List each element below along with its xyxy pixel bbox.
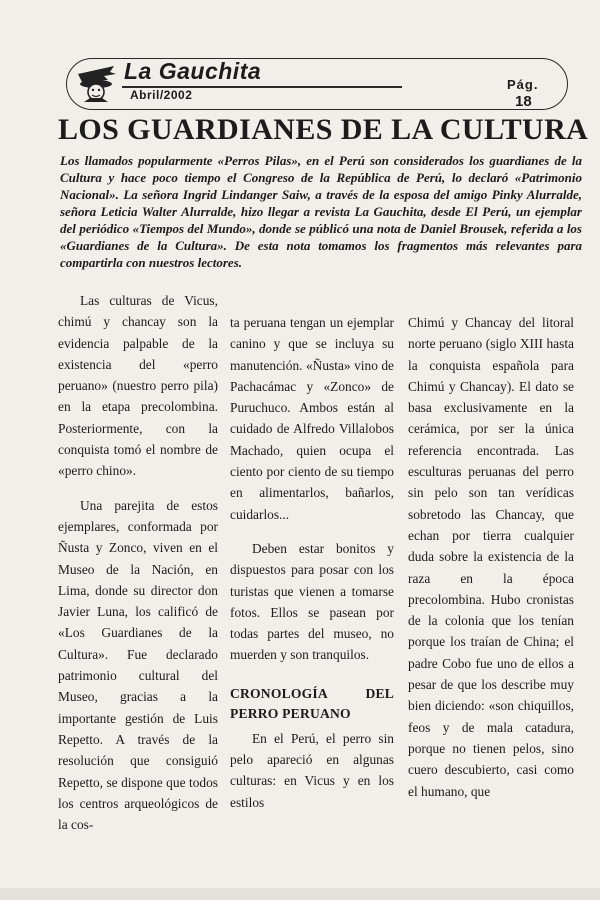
column-3 <box>408 312 574 815</box>
column-1 <box>58 290 218 848</box>
article-lede: Los llamados popularmente «Perros Pilas», en el Perú son considerados los guardianes de la Cultura y hace poco tiempo el Congreso de la República de Perú, lo declaró «Patrimonio Nacional». La señora Ingrid Lindanger Saiw, a través de la esposa del amigo Pinky Alurralde, señora Leticia Walter Alurralde, hizo llegar a revista La Gauchita, desde El Perú, un ejemplar del periódico «Tiempos del Mundo», donde se públicó una nota de Daniel Brousek, referida a los «Guardianes de la Cultura». De esta nota tomamos los fragmentos más relevantes para compartirla con nuestros lectores. <box>60 153 582 270</box>
magazine-title: La Gauchita <box>124 58 262 84</box>
page-edge <box>0 888 600 900</box>
paragraph: Deben estar bonitos y dispuestos para posar con los turistas que vienen a tomarse fotos. Ellos se pasean por todas partes del museo, no muerden y son tranquilos. <box>230 540 394 663</box>
paragraph: En el Perú, el perro sin pelo apareció en algunas culturas: en Vicus y en los estilos <box>230 730 394 810</box>
page-label: Pág. <box>507 77 539 92</box>
column-2 <box>230 312 394 826</box>
paragraph: Chimú y Chancay del litoral norte peruano (siglo XIII hasta la conquista española para Chimú y Chancay). El dato se basa exclusivamente en la cerámica, por ser la única referencia encontrada. Las esculturas peruanas del perro sin pelo son tan verídicas sobretodo las Chancay, que echan por tierra cualquier duda sobre la existencia de la raza en la época precolombina. Hubo cronistas de la colonia que los tenían porque los traían de China; el padre Cobo fue uno de ellos a pesar de que los describe muy bien diciendo: «son chiquillos, feos y de mala catadura, porque no tienen pelos, sino cuero descubierto, casi como el humano, que <box>408 315 574 799</box>
article-title: LOS GUARDIANES DE LA CULTURA <box>58 113 589 146</box>
gauchita-logo-icon <box>74 60 118 106</box>
paragraph: Una parejita de estos ejemplares, conformada por Ñusta y Zonco, viven en el Museo de la Nación, en Lima, donde su director don Javier Luna, los calificó de «Los Guardianes de la Cultura». Fue declarado patrimonio cultural del Museo, gracias a la importante gestión de Luis Repetto. A través de la resolución que consiguió Repetto, se dispone que todos los centros arqueológicos de la cos- <box>58 497 218 833</box>
paragraph: ta peruana tengan un ejemplar canino y que se incluya su manutención. «Ñusta» vino de Pachacámac y «Zonco» de Puruchuco. Ambos están al cuidado de Alfredo Villalobos Machado, quien ocupa el ciento por ciento de su tiempo en alimentarlos, bañarlos, cuidarlos... <box>230 315 394 522</box>
issue-date: Abril/2002 <box>130 88 193 102</box>
paragraph: Las culturas de Vicus, chimú y chancay son la evidencia palpable de la existencia del «perro peruano» (nuestro perro pila) en la etapa precolombina. Posteriormente, con la conquista tomó el nombre de «perro chino». <box>58 293 218 479</box>
section-subhead: CRONOLOGÍA DEL PERRO PERUANO <box>230 685 394 721</box>
page-number: 18 <box>515 93 532 110</box>
